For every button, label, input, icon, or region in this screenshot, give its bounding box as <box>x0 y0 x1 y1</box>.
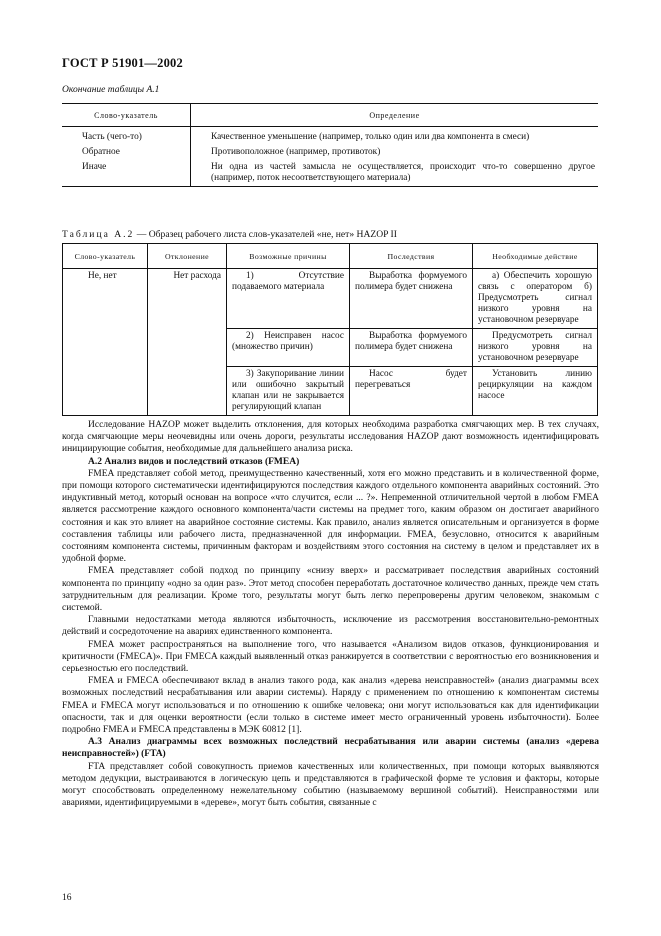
page-number: 16 <box>62 893 72 903</box>
table2-action: Установить линию рециркуляции на каждом насосе <box>473 367 598 416</box>
table-row <box>62 161 598 187</box>
table1-cell: Качественное уменьшение (например, только один или два компонента в смеси) <box>211 132 530 142</box>
paragraph: FTA представляет собой совокупность приемов качественных или количественных, при помощи которых выявляются методом дедукции, выстраиваются в логическую цепь и представляются в графической форме те условия и факторы, которые могут способствовать определенному нежелательному событию (называемому вершиной событий). Неисправностями или авариями, идентифицируемыми в «дереве», могут быть события, связанные с <box>62 761 599 809</box>
table2-caption-text: — Образец рабочего листа слов-указателей «не, нет» HAZOP II <box>134 229 397 240</box>
body-text <box>62 419 599 810</box>
table2-action: Предусмотреть сигнал низкого уровня на установочном резервуаре <box>473 329 598 367</box>
paragraph: Исследование HAZOP может выделить отклонения, для которых необходима разработка смягчающих мер. В тех случаях, когда смягчающие меры неочевидны или очень дороги, результаты исследования HAZOP дают возможность идентифицировать инициирующие события, необходимые для дальнейшего анализа риска. <box>62 420 599 455</box>
table2-consequence: Выработка формуемого полимера будет снижена <box>350 269 473 329</box>
table1-cell: Ни одна из частей замысла не осуществляется, происходит что-то совершенно другое (например, поток несоответствующего материала) <box>191 161 599 187</box>
paragraph: FMEA и FMECA обеспечивают вклад в анализ такого рода, как анализ «дерева неисправностей» (анализ диаграммы всех возможных последствий несрабатывания или аварии системы). Наряду с применением по отношению к компонентам системы FMEA и FMECA могут использоваться и по отношению к ошибке человека; они могут использоваться как для идентификации опасности, так и для оценки вероятности (если только в системе имеет место ограниченный уровень избыточности). Более подробно FMEA и FMECA представлены в МЭК 60812 [1]. <box>62 676 599 736</box>
table1-cell: Обратное <box>62 146 191 161</box>
table2-header-causes: Возможные причины <box>227 244 350 269</box>
table2-header-actions: Необходимые действие <box>473 244 598 269</box>
table1-header-guide-word: Слово-указатель <box>62 104 191 127</box>
table2-cause: 2) Неисправен насос (множество причин) <box>227 329 350 367</box>
table-row <box>62 146 598 161</box>
table2-deviation: Нет расхода <box>148 269 227 416</box>
table2-header-guide-word: Слово-указатель <box>63 244 148 269</box>
table1-cell: Часть (чего-то) <box>62 127 191 147</box>
section-heading-a3: А.3 Анализ диаграммы всех возможных последствий несрабатывания или аварии системы (анализ «дерева неисправностей») (FTA) <box>62 737 599 760</box>
table2-consequence: Выработка формуемого полимера будет снижена <box>350 329 473 367</box>
table2-action: а) Обеспечить хорошую связь с оператором б) Предусмотреть сигнал низкого уровня на установочном резервуаре <box>473 269 598 329</box>
paragraph: FMEA представляет собой подход по принципу «снизу вверх» и рассматривает последствия аварийных состояний компонента по принципу «одно за один раз». Этот метод способен переработать достаточное количество данных, прежде чем стать затруднительным для реализации. Кроме того, результаты могут быть легко перепроверены другим человеком, знакомым с системой. <box>62 566 599 614</box>
table2-header-consequences: Последствия <box>350 244 473 269</box>
table1-cell: Противоположное (например, противоток) <box>211 147 381 157</box>
paragraph: Главными недостатками метода являются избыточность, исключение из рассмотрения восстановительно-ремонтных действий и сосредоточение на авариях единственного компонента. <box>62 615 599 638</box>
section-heading-a2: А.2 Анализ видов и последствий отказов (FMEA) <box>88 456 300 467</box>
table-row <box>62 127 598 147</box>
table2-guide-word: Не, нет <box>63 269 148 416</box>
table2-cause: 1) Отсутствие подаваемого материала <box>227 269 350 329</box>
table2-consequence: Насос будет перегреваться <box>350 367 473 416</box>
table2-header-deviation: Отклонение <box>148 244 227 269</box>
table1-header-definition: Определение <box>191 104 599 127</box>
table1-caption: Окончание таблицы А.1 <box>62 85 160 95</box>
document-header: ГОСТ Р 51901—2002 <box>62 56 183 70</box>
table-a2 <box>62 243 598 416</box>
table-row <box>63 269 598 329</box>
table1-cell: Иначе <box>62 161 191 187</box>
paragraph: FMEA может распространяться на выполнение того, что называется «Анализом видов отказов, функционирования и критичности (FMECA)». При FMECA каждый выявленный отказ ранжируется в соответствии с вероятностью его возникновения и серьезностью его последствий. <box>62 639 599 675</box>
paragraph: FMEA представляет собой метод, преимущественно качественный, хотя его можно представить и в количественной форме, при помощи которого систематически идентифицируются последствия каждого отдельного компонента аварийных состояний. Это индуктивный метод, который основан на вопросе «что случится, если ... ?». Непременной отличительной чертой в любом FMEA является рассмотрение каждого основного компонента/части системы на предмет того, каким образом он достигает аварийного состояния и как это влияет на аварийное состояние системы. Как правило, анализ является описательным и организуется в форме составления таблицы или рабочего листа, предназначенной для информации. FMEA, безусловно, относится к аварийным состояниям компонента системы, причинным факторам и воздействиям этого состояния на систему в целом и представляет их в удобной форме. <box>62 468 599 565</box>
table-a1 <box>62 103 598 187</box>
table2-caption <box>62 229 397 240</box>
table2-caption-prefix: Таблица А.2 <box>62 229 135 240</box>
table2-cause: 3) Закупоривание линии или ошибочно закрытый клапан или не закрывается регулирующий клапан <box>227 367 350 416</box>
